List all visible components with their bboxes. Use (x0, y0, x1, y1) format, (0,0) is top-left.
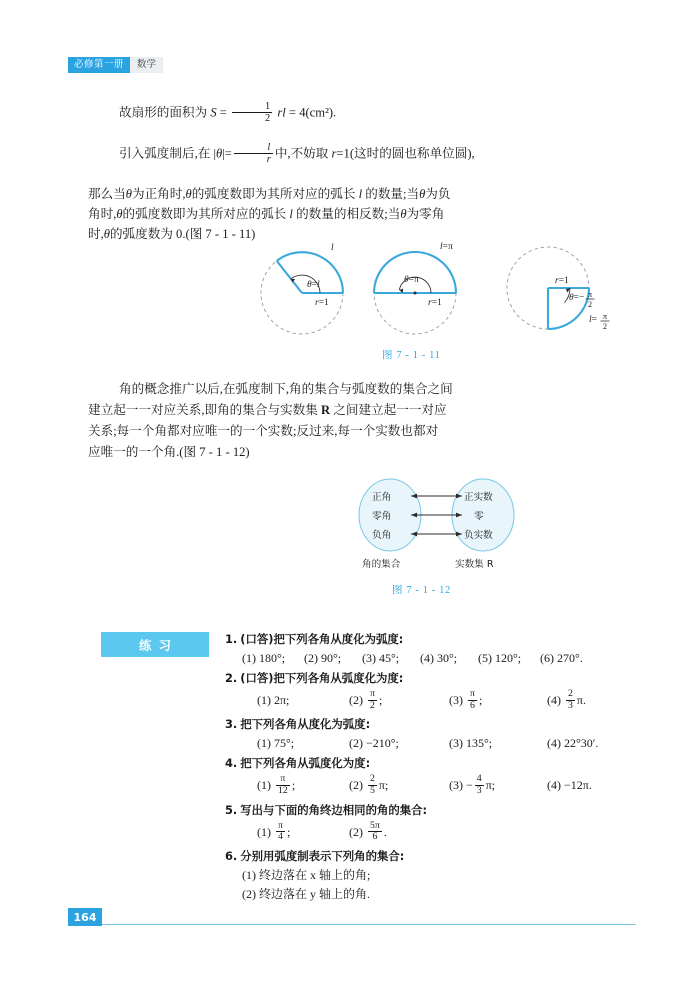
formula-symbol-S: S (210, 105, 217, 120)
svg-text:π: π (602, 312, 608, 321)
formula-fraction-l-over-r (234, 142, 273, 165)
paragraph-3-part-e: 应唯一的一个角.(图 7 - 1 - 12) (88, 445, 250, 459)
symbol-theta-7: θ (103, 227, 110, 241)
exercise-item-6 (225, 847, 625, 904)
paragraph-correspondence-3 (88, 421, 622, 442)
formula-symbol-rl: rl (277, 105, 286, 120)
exercise-1-item-1: (1) 180°; (242, 651, 286, 665)
symbol-theta-5: θ (116, 207, 123, 221)
exercise-3-number: 3. (225, 717, 238, 732)
circle-3-angle-label (569, 290, 595, 309)
symbol-theta-3: θ (185, 187, 192, 201)
circle-2-radius-label: r=1 (428, 298, 442, 308)
circle-1-angle-label: θ=l (307, 280, 320, 290)
circle-diagram-2 (374, 252, 456, 334)
svg-text:π: π (587, 290, 593, 299)
paragraph-2-part-a: 引入弧度制后,在 | (119, 146, 216, 161)
exercise-5-item-2: (2) $\frac{5\pi}{6}$ . (349, 819, 387, 843)
paragraph-2-part-c: 中,不妨取 (274, 146, 329, 161)
exercise-5-heading (225, 801, 625, 820)
exercise-3-item-3: (3) 135°; (449, 736, 493, 751)
exercise-5-items (225, 820, 625, 846)
exercise-3-items (225, 734, 625, 753)
exercise-2-item-4: (4) $\frac{2}{3}$ π. (547, 688, 586, 711)
exercise-4-heading (225, 754, 625, 773)
circle-diagram-1 (261, 252, 343, 334)
page-footer (68, 908, 636, 926)
circle-2-angle-label: θ=π (404, 275, 419, 285)
svg-text:l=: l= (589, 315, 597, 325)
header-volume-badge: 必修第一册 (68, 57, 130, 73)
formula-equals-1: = (219, 105, 227, 120)
exercise-4-item-4: (4) −12π. (547, 778, 592, 793)
exercise-6-item-1: (1) 终边落在 x 轴上的角; (242, 867, 371, 882)
exercise-1-item-4: (4) 30°; (420, 651, 458, 665)
page-number: 164 (68, 908, 102, 926)
symbol-r-1: r (331, 146, 337, 161)
paragraph-2-part-g: 的弧度数即为其所对应的弧长 (191, 187, 356, 201)
left-item-positive-angle: 正角 (372, 492, 392, 503)
left-item-negative-angle: 负角 (372, 530, 392, 541)
symbol-theta-2: θ (125, 187, 132, 201)
exercise-1-prompt: (口答)把下列各角从度化为弧度: (240, 632, 404, 646)
angle-set-caption: 角的集合 (362, 559, 401, 570)
exercise-1-number: 1. (225, 632, 238, 646)
exercise-item-5 (225, 801, 625, 846)
circle-2-center-dot (414, 292, 417, 295)
svg-text:2: 2 (603, 322, 607, 331)
symbol-theta-1: θ (215, 146, 223, 161)
running-header (68, 57, 163, 73)
fraction-numerator-l: l (267, 142, 271, 153)
paragraph-2-part-d: =1(这时的圆也称单位圆), (336, 146, 475, 161)
paragraph-correspondence-2 (88, 400, 622, 421)
exercise-2-prompt: (口答)把下列各角从弧度化为度: (240, 671, 404, 685)
formula-result: 4(cm²). (299, 105, 337, 120)
figure-7-1-11 (252, 236, 624, 342)
paragraph-correspondence-1 (88, 379, 622, 400)
exercise-3-heading (225, 715, 625, 734)
symbol-l-1: l (358, 187, 363, 201)
exercise-1-item-3: (3) 45°; (362, 651, 400, 665)
circle-diagram-3 (507, 247, 589, 329)
paragraph-3-part-c: 之间建立起一一对应 (333, 403, 447, 417)
exercise-2-item-3: (3) $\frac{\pi}{6}$ ; (449, 688, 483, 711)
header-subject-label: 数学 (130, 57, 163, 73)
left-item-zero-angle: 零角 (372, 511, 392, 522)
exercise-2-item-2: (2) $\frac{\pi}{2}$ ; (349, 688, 383, 711)
exercise-list (225, 630, 625, 905)
paragraph-2-part-m: 的数量的相反数;当 (296, 207, 401, 221)
exercise-item-4 (225, 754, 625, 799)
right-item-negative-real: 负实数 (464, 530, 493, 541)
paragraph-2-part-n: 为零角 (406, 207, 445, 221)
paragraph-area-formula (88, 102, 622, 125)
exercise-5-item-1: (1) $\frac{\pi}{4}$ ; (257, 819, 291, 843)
exercise-1-item-2: (2) 90°; (304, 651, 342, 665)
right-item-positive-real: 正实数 (464, 492, 493, 503)
exercise-3-item-4: (4) 22°30′. (547, 736, 599, 751)
paragraph-2-part-i: 为负 (425, 187, 451, 201)
exercise-3-item-2: (2) −210°; (349, 736, 399, 751)
fraction-denominator-r: r (234, 153, 273, 165)
exercise-2-heading (225, 669, 625, 688)
paragraph-radian-body (88, 184, 622, 205)
paragraph-1-prefix: 故扇形的面积为 (119, 105, 208, 120)
exercise-4-prompt: 把下列各角从弧度化为度: (240, 756, 371, 771)
paragraph-2-part-f: 为正角时, (131, 187, 186, 201)
paragraph-radian-intro (88, 143, 622, 166)
exercise-6-item-2: (2) 终边落在 y 轴上的角. (242, 886, 370, 901)
exercise-4-item-2: (2) $\frac{2}{5}$ π; (349, 773, 389, 796)
exercise-2-number: 2. (225, 671, 238, 685)
exercise-6-heading (225, 847, 625, 866)
exercise-3-prompt: 把下列各角从度化为弧度: (240, 717, 371, 732)
footer-rule (102, 924, 636, 925)
paragraph-2-part-j: 角时, (88, 207, 117, 221)
paragraph-2-part-o: 时, (88, 227, 104, 241)
exercise-4-item-3: (3) − $\frac{4}{3}$ π; (449, 773, 496, 796)
exercise-item-1 (225, 630, 625, 668)
paragraph-3-part-a: 角的概念推广以后,在弧度制下,角的集合与弧度数的集合之间 (119, 382, 453, 396)
symbol-l-2: l (289, 207, 293, 221)
exercise-item-2 (225, 669, 625, 714)
fraction-denominator: 2 (232, 112, 272, 124)
circle-3-arc-label (589, 312, 610, 331)
exercise-3-item-1: (1) 75°; (257, 736, 295, 751)
svg-text:θ=−: θ=− (569, 293, 585, 303)
figure-7-1-11-caption: 图 7 - 1 - 11 (382, 350, 441, 361)
paragraph-2-part-k: 的弧度数即为其所对应的弧长 (122, 207, 287, 221)
formula-equals-2: = (288, 105, 297, 120)
paragraph-correspondence-4 (88, 442, 622, 463)
paragraph-radian-body-2 (88, 204, 622, 225)
paragraph-2-part-b: |= (222, 146, 232, 161)
real-set-caption: 实数集 R (455, 559, 494, 570)
exercise-item-3 (225, 715, 625, 753)
practice-section-tab: 练习 (101, 632, 209, 657)
exercise-1-item-5: (5) 120°; (478, 651, 522, 665)
exercise-2-item-1: (1) 2π; (257, 692, 290, 707)
paragraph-3-part-b: 建立起一一对应关系,即角的集合与实数集 (88, 403, 318, 417)
paragraph-3-part-d: 关系;每一个角都对应唯一的一个实数;反过来,每一个实数也都对 (88, 424, 439, 438)
exercise-4-item-1: (1) $\frac{\pi}{12}$ ; (257, 773, 296, 796)
exercise-1-item-6: (6) 270°. (540, 651, 583, 665)
paragraph-2-part-h: 的数量;当 (365, 187, 420, 201)
exercise-5-prompt: 写出与下面的角终边相同的角的集合: (240, 802, 428, 817)
circle-2-arc-label: l=π (440, 242, 453, 252)
formula-fraction-half (232, 101, 272, 124)
paragraph-2-part-p: 的弧度数为 0.(图 7 - 1 - 11) (109, 227, 256, 241)
circle-1-radius-terminal (277, 261, 302, 293)
circle-1-radius-label: r=1 (315, 298, 329, 308)
figure-7-1-12 (352, 478, 532, 578)
fraction-numerator: 1 (265, 101, 271, 112)
exercise-6-prompt: 分别用弧度制表示下列角的集合: (240, 848, 405, 863)
exercise-1-heading (225, 630, 625, 649)
exercise-1-items (225, 649, 625, 668)
symbol-theta-6: θ (400, 207, 407, 221)
circle-3-radius-label: r=1 (555, 276, 569, 286)
figure-7-1-11-svg (252, 236, 624, 342)
circle-2-highlight-arc (374, 252, 456, 293)
symbol-real-set-R: R (321, 403, 331, 417)
paragraph-2-part-e: 那么当 (88, 187, 126, 201)
figure-7-1-12-caption: 图 7 - 1 - 12 (392, 585, 451, 596)
svg-text:2: 2 (588, 300, 592, 309)
exercise-6-number: 6. (225, 848, 238, 863)
symbol-theta-4: θ (419, 187, 426, 201)
right-item-zero: 零 (474, 511, 484, 522)
exercise-5-number: 5. (225, 802, 238, 817)
exercise-4-number: 4. (225, 756, 238, 771)
circle-1-arc-label: l (331, 243, 334, 253)
exercise-4-items (225, 773, 625, 799)
exercise-2-items (225, 688, 625, 714)
